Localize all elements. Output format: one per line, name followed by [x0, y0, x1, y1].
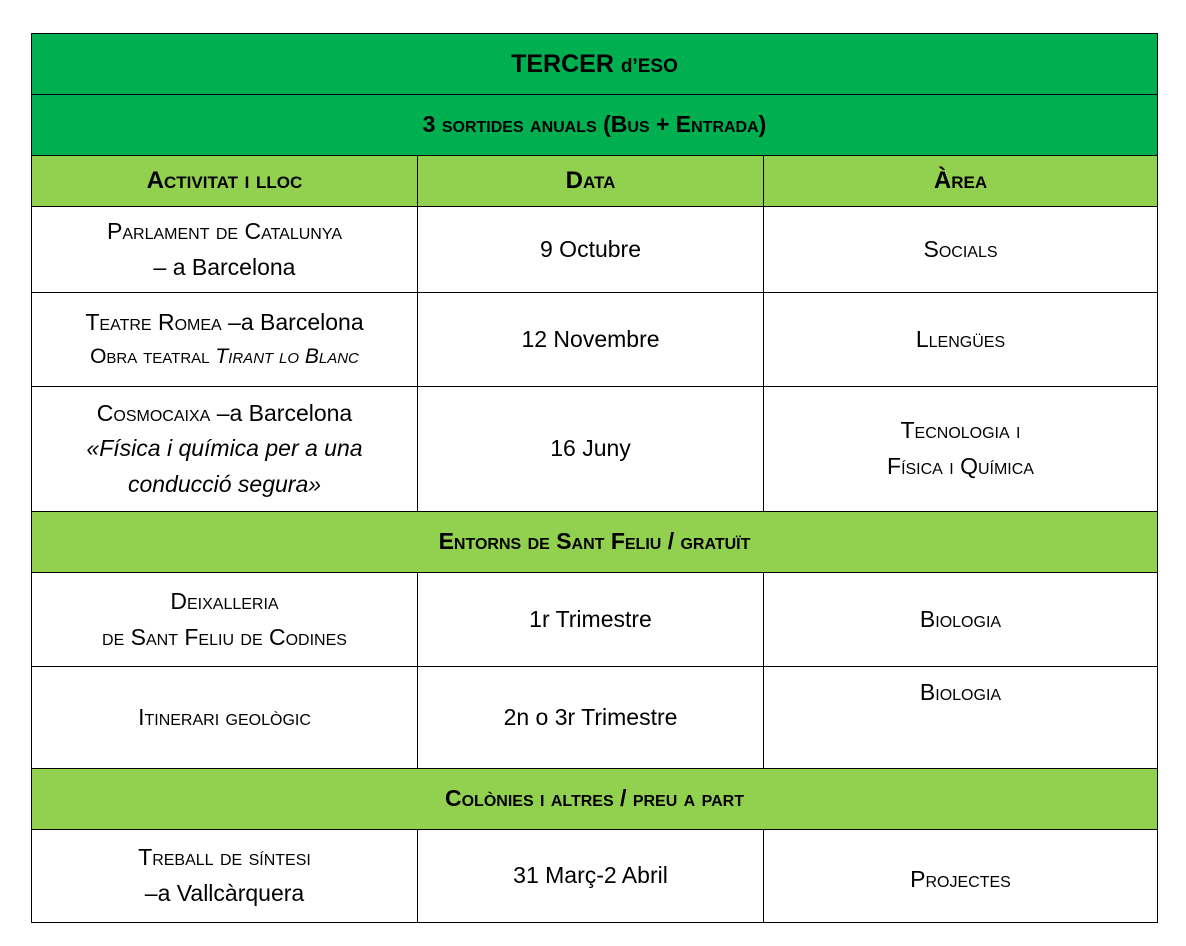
activity-place: –a Barcelona — [216, 399, 353, 426]
activity-place: de Sant Feliu de Codines — [102, 623, 347, 650]
activity-name: Teatre Romea — [85, 309, 222, 336]
activity-detail: Obra teatral — [90, 345, 210, 369]
section-row-colonies — [32, 769, 1158, 830]
table-row — [32, 207, 1158, 293]
header-date: Data — [418, 156, 764, 207]
activity-name: Treball de síntesi — [138, 844, 311, 871]
activity-name: Parlament de Catalunya — [107, 217, 342, 244]
area-cell — [764, 387, 1158, 512]
table-title — [32, 34, 1158, 95]
table-row — [32, 293, 1158, 387]
date-cell: 31 Març-2 Abril — [418, 830, 764, 923]
activity-place: – a Barcelona — [153, 253, 296, 280]
activity-cell — [32, 207, 418, 293]
activity-cell — [32, 387, 418, 512]
title-main: TERCER — [511, 49, 614, 78]
area-cell: Biologia — [764, 573, 1158, 667]
activity-place: –a Vallcàrquera — [144, 880, 305, 906]
title-row — [32, 34, 1158, 95]
table-row — [32, 387, 1158, 512]
activity-cell — [32, 573, 418, 667]
section-title: Entorns de Sant Feliu / gratuït — [32, 512, 1158, 573]
title-suffix: d’ESO — [620, 55, 678, 77]
area-line: Tecnologia i — [900, 417, 1021, 444]
activity-cell: Itinerari geològic — [32, 667, 418, 769]
section-row-entorns — [32, 512, 1158, 573]
activity-work-title: Tirant lo Blanc — [215, 345, 359, 369]
activity-place: –a Barcelona — [228, 309, 364, 336]
table-subtitle: 3 sortides anuals (Bus + Entrada) — [32, 95, 1158, 156]
activity-detail: conducció segura» — [127, 470, 322, 497]
date-cell: 12 Novembre — [418, 293, 764, 387]
subtitle-row — [32, 95, 1158, 156]
activity-cell — [32, 830, 418, 923]
activity-detail: «Física i química per a una — [86, 435, 363, 462]
section-title: Colònies i altres / preu a part — [32, 769, 1158, 830]
date-cell: 9 Octubre — [418, 207, 764, 293]
area-cell: Llengües — [764, 293, 1158, 387]
activity-name: Deixalleria — [170, 587, 279, 614]
activity-name: Cosmocaixa — [96, 399, 211, 426]
area-line: Física i Química — [887, 453, 1034, 479]
header-area: Àrea — [764, 156, 1158, 207]
table-row — [32, 667, 1158, 769]
date-cell: 16 Juny — [418, 387, 764, 512]
header-row — [32, 156, 1158, 207]
activities-table — [31, 33, 1158, 923]
area-cell: Biologia — [764, 667, 1158, 769]
area-cell: Projectes — [764, 830, 1158, 923]
date-cell: 2n o 3r Trimestre — [418, 667, 764, 769]
table-row — [32, 830, 1158, 923]
date-cell: 1r Trimestre — [418, 573, 764, 667]
header-activity: Activitat i lloc — [32, 156, 418, 207]
table-row — [32, 573, 1158, 667]
area-cell: Socials — [764, 207, 1158, 293]
activity-cell — [32, 293, 418, 387]
